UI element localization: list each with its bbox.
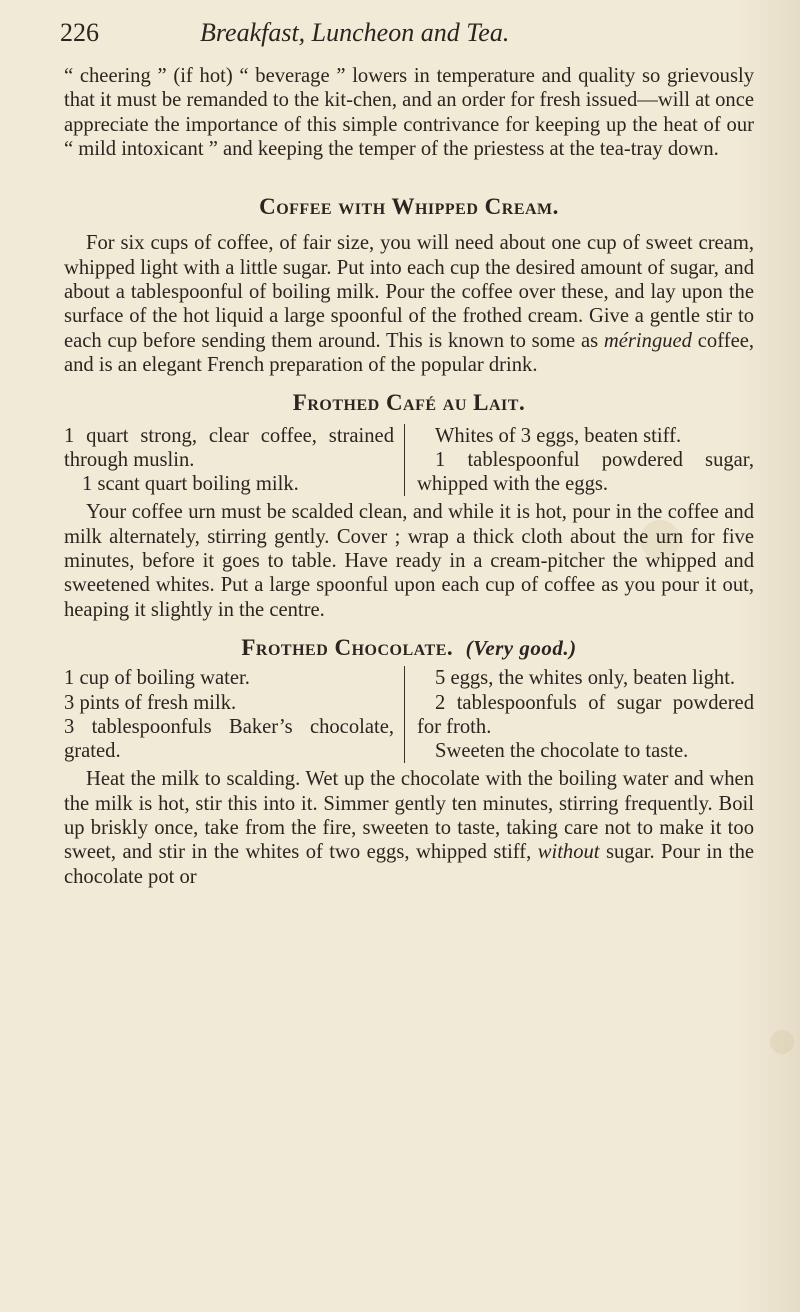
ingredient-item: 1 scant quart boiling milk. — [82, 473, 299, 496]
ingredient-item: 5 eggs, the whites only, beaten light. — [435, 667, 736, 690]
ingredient-item: Whites of 3 eggs, beaten stiff. — [435, 424, 682, 447]
ingredients-right-column — [404, 666, 754, 763]
ingredient-item: 3 tablespoonfuls Baker’s chocolate, grated. — [64, 715, 394, 763]
recipe-title-coffee-whipped-cream: Coffee with Whipped Cream. — [259, 194, 559, 220]
ingredients-left-column — [64, 666, 404, 763]
directions-text: Heat the milk to scalding. Wet up the chocolate with the boiling water and when the milk is hot, stir this into it. Simmer gently ten minutes, stirring frequently. Boil up briskly once, take from the fire, sweeten to taste, taking care not to make it too sweet, and stir in the whites of two eggs, whipped stiff, — [64, 768, 754, 864]
ingredient-item: 2 tablespoonfuls of sugar powdered for froth. — [417, 691, 754, 738]
recipe-title-cafe-au-lait: Frothed Café au Lait. — [292, 390, 526, 416]
page-number: 226 — [60, 18, 99, 47]
ingredient-item: 1 tablespoonful powdered sugar, whipped with the eggs. — [417, 448, 754, 496]
ingredients-right-column — [404, 424, 754, 497]
running-title: Breakfast, Luncheon and Tea. — [200, 18, 510, 47]
recipe-title-text: Frothed Chocolate. — [241, 634, 454, 660]
directions-text: coffee, and is an elegant French preparation of the popular drink. — [64, 329, 754, 376]
directions-italic-text: without — [537, 841, 600, 864]
paper-stain — [770, 1030, 794, 1054]
frothed-chocolate-directions — [64, 767, 754, 888]
ingredients-cafe-au-lait — [64, 424, 754, 497]
recipe-title-note: (Very good.) — [465, 635, 577, 660]
page-header — [60, 14, 760, 54]
ingredient-item: 1 quart strong, clear coffee, strained through muslin. — [64, 424, 394, 471]
recipe-title-frothed-chocolate — [64, 636, 754, 660]
page-content — [64, 64, 754, 889]
cafe-au-lait-directions: Your coffee urn must be scalded clean, and while it is hot, pour in the coffee and milk alternately, stirring gently. Cover ; wrap a thick cloth about the urn for five minutes, before it goes to table. Have ready in a cream-pitcher the whipped and sweetened whites. Put a large spoonful upon each cup of coffee as you pour it out, heaping it slightly in the centre. — [64, 501, 754, 621]
ingredients-left-column — [64, 424, 404, 497]
ingredient-item: 3 pints of fresh milk. — [64, 691, 237, 714]
directions-italic-text: méringued — [603, 329, 692, 352]
intro-paragraph: “ cheering ” (if hot) “ beverage ” lowers in temperature and quality so grievously that it must be remanded to the kit-chen, and an order for fresh issued—will at once appreciate the importance of this simple contrivance for keeping up the heat of our “ mild intoxicant ” and keeping the temper of the priestess at the tea-tray down. — [64, 65, 754, 160]
directions-text: sugar. Pour in the chocolate pot or — [64, 841, 755, 888]
coffee-whipped-cream-directions — [64, 231, 754, 377]
ingredient-item: Sweeten the chocolate to taste. — [435, 740, 689, 763]
directions-text: For six cups of coffee, of fair size, you will need about one cup of sweet cream, whipped light with a little sugar. Put into each cup the desired amount of sugar, and about a tablespoonful of boiling milk. Pour the coffee over these, and lay upon the surface of the hot liquid a large spoonful of the frothed cream. Give a gentle stir to each cup before sending them around. This is known to some as — [64, 232, 754, 352]
ingredient-item: 1 cup of boiling water. — [64, 667, 250, 690]
ingredients-frothed-chocolate — [64, 666, 754, 763]
